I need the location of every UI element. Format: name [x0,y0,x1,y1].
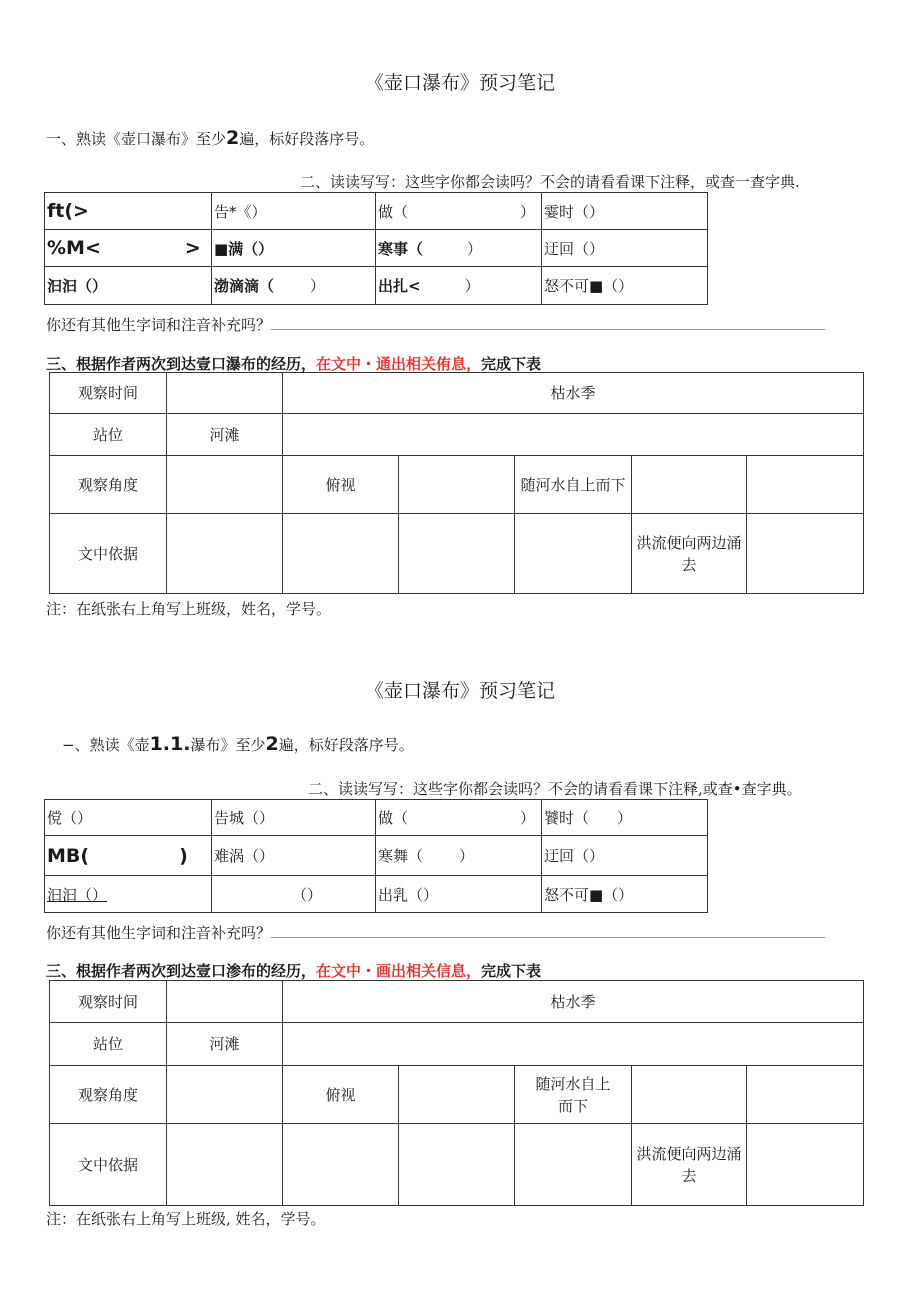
vocab-cell[interactable]: 做（ ） [376,800,542,836]
section2-note: 注：在纸张右上角写上班级, 姓名，学号。 [46,1210,326,1228]
vocab-cell[interactable]: ft(> [45,193,212,230]
obs-angle: 随河水自上而下 [515,1066,632,1124]
obs-cell[interactable] [167,514,283,594]
vocab-cell[interactable]: 告城（） [212,800,376,836]
section2-q2: 二、读读写写：这些字你都会读吗？不会的请看看课下注释,或查•查字典。 [308,780,802,798]
obs-angle: 俯视 [283,456,399,514]
vocab-cell[interactable]: 寒事（ ） [376,230,542,267]
vocab-cell[interactable]: 告*《） [212,193,376,230]
section1-supplement: 你还有其他生字词和注音补充吗？ [46,314,825,335]
obs-cell[interactable] [399,1124,515,1206]
obs-cell[interactable] [399,514,515,594]
supplement-answer-line[interactable] [271,328,825,330]
vocab-cell[interactable]: 迂回（） [542,836,708,876]
section1-title: 《壶口瀑布》预习笔记 [364,72,555,94]
obs-cell[interactable] [167,456,283,514]
obs-cell[interactable] [399,1066,515,1124]
obs-cell[interactable] [632,1066,747,1124]
obs-season: 枯水季 [283,373,864,414]
obs-evidence: 洪流便向两边涌去 [632,514,747,594]
vocab-cell[interactable]: MB( ) [45,836,212,876]
q1-text-end: 遍，标好段落序号。 [239,130,375,148]
vocab-cell[interactable]: ■满（） [212,230,376,267]
vocab-cell[interactable]: 霎时（） [542,193,708,230]
vocab-cell[interactable]: （） [212,876,376,913]
vocab-cell[interactable]: 汩汩（） [45,267,212,305]
obs-cell[interactable] [515,514,632,594]
obs-cell[interactable] [747,1066,864,1124]
obs-label: 站位 [50,414,167,456]
obs-cell[interactable] [747,456,864,514]
vocab-cell[interactable]: 出乳（） [376,876,542,913]
vocab-cell[interactable]: 饕时（ ） [542,800,708,836]
vocab-cell[interactable]: 寒舞（ ） [376,836,542,876]
vocab-cell[interactable]: 汩汩（） [45,876,212,913]
vocab-cell[interactable]: 傥（） [45,800,212,836]
q1-count: 2 [226,127,240,149]
section2-observation-table [49,980,864,1206]
vocab-cell[interactable]: 出扎< ） [376,267,542,305]
vocab-cell[interactable]: %M< > [45,230,212,267]
obs-cell[interactable] [632,456,747,514]
section2-supplement: 你还有其他生字词和注音补充吗？ [46,922,825,943]
obs-evidence: 洪流便向两边涌去 [632,1124,747,1206]
obs-position: 河滩 [167,414,283,456]
obs-cell[interactable] [167,1066,283,1124]
section2-q3: 三、根据作者两次到达壹口渗布的经历，在文中・画出相关信息，完成下表 [46,962,542,980]
obs-cell[interactable] [747,514,864,594]
obs-cell[interactable] [515,1124,632,1206]
q1-text: 一、熟读《壶口瀑布》至少 [46,130,227,148]
section1-q3: 三、根据作者两次到达壹口瀑布的经历，在文中・通出相关侑息，完成下表 [46,355,542,373]
obs-position: 河滩 [167,1023,283,1066]
obs-label: 文中依据 [50,1124,167,1206]
section2-vocab-table [44,799,708,913]
obs-cell[interactable] [167,1124,283,1206]
vocab-cell[interactable]: 做（ ） [376,193,542,230]
obs-cell[interactable] [399,456,515,514]
section1-observation-table [49,372,864,594]
section2-title: 《壶口瀑布》预习笔记 [364,680,555,702]
obs-cell[interactable] [283,414,864,456]
vocab-cell[interactable]: 怒不可■（） [542,876,708,913]
obs-label: 观察角度 [50,456,167,514]
vocab-cell[interactable]: 渤滴滴（ ） [212,267,376,305]
obs-cell[interactable] [283,1124,399,1206]
obs-label: 观察角度 [50,1066,167,1124]
section2-q1: −、熟读《壶1.1.瀑布》至少2遍，标好段落序号。 [62,733,414,755]
vocab-cell[interactable]: 怒不可■（） [542,267,708,305]
obs-angle: 随河水自上而下 [515,456,632,514]
obs-cell[interactable] [283,514,399,594]
supplement-answer-line[interactable] [271,936,825,938]
section1-q1 [46,127,374,149]
obs-label: 文中依据 [50,514,167,594]
obs-label: 观察时间 [50,981,167,1023]
section1-q2: 二、读读写写：这些字你都会读吗？不会的请看看课下注释，或查一查字典. [300,173,800,191]
vocab-cell[interactable]: 迂回（） [542,230,708,267]
obs-angle: 俯视 [283,1066,399,1124]
obs-label: 观察时间 [50,373,167,414]
vocab-cell[interactable]: 难涡（） [212,836,376,876]
obs-season: 枯水季 [283,981,864,1023]
obs-label: 站位 [50,1023,167,1066]
section1-vocab-table [44,192,708,305]
obs-cell[interactable] [747,1124,864,1206]
section1-note: 注：在纸张右上角写上班级，姓名，学号。 [46,600,332,618]
obs-cell[interactable] [167,373,283,414]
obs-cell[interactable] [283,1023,864,1066]
obs-cell[interactable] [167,981,283,1023]
